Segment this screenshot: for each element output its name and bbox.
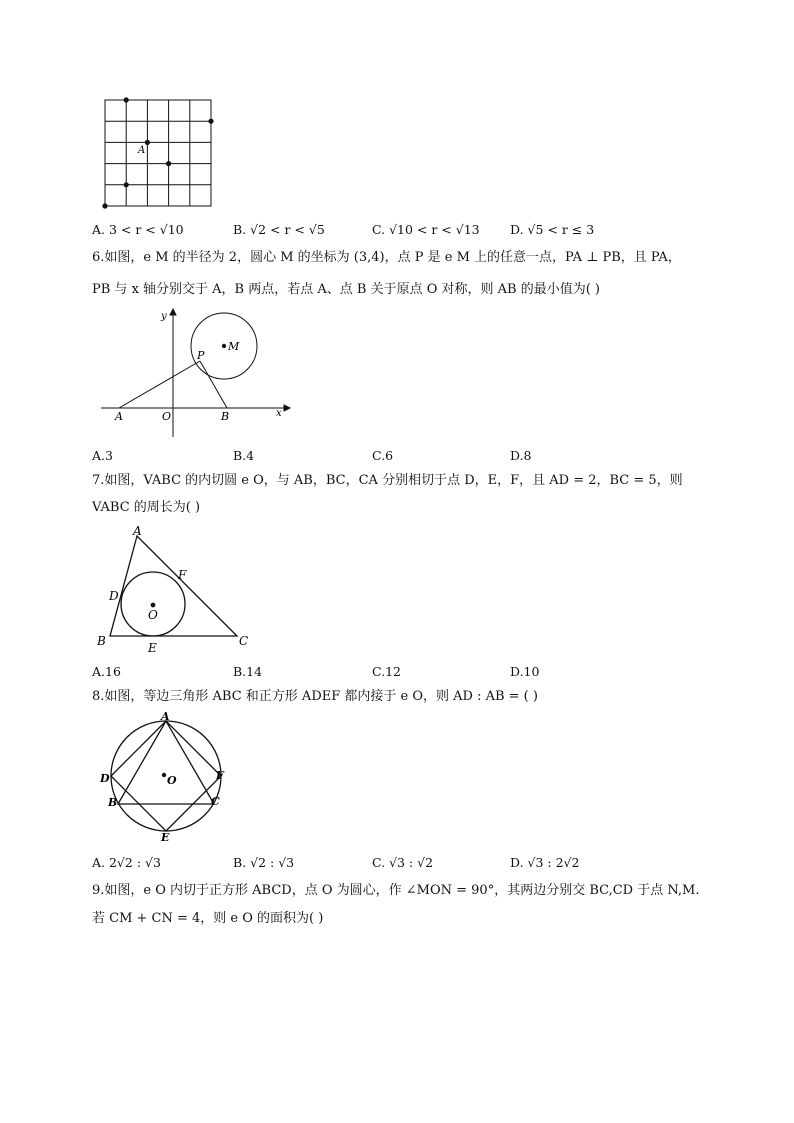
- grid-point: [166, 161, 171, 166]
- grid-point: [102, 203, 107, 208]
- label-y: y: [161, 311, 167, 322]
- label-a: A: [161, 710, 170, 723]
- q7-option-b: B.14: [233, 664, 263, 679]
- segment-pa: [119, 361, 200, 408]
- q6-option-d: D.8: [510, 448, 532, 463]
- label-b: B: [97, 634, 106, 648]
- label-b: B: [108, 796, 118, 809]
- q7-figure: [92, 522, 262, 658]
- q5-option-c: C. √10 < r < √13: [372, 222, 480, 237]
- q9-text-line2: 若 CM + CN = 4，则 e O 的面积为( ): [92, 911, 324, 926]
- grid-lines: [105, 100, 211, 206]
- q7-option-d: D.10: [510, 664, 540, 679]
- q7-option-a: A.16: [92, 664, 121, 679]
- grid-point: [208, 119, 213, 124]
- label-d: D: [109, 589, 119, 603]
- label-c: C: [211, 795, 220, 808]
- label-f: F: [178, 568, 187, 582]
- triangle-abc: [118, 721, 214, 804]
- q8-option-d: D. √3 : 2√2: [510, 855, 580, 870]
- triangle-abc: [110, 536, 237, 636]
- q8-option-b: B. √2 : √3: [233, 855, 295, 870]
- grid-point: [124, 97, 129, 102]
- point-m: [222, 344, 226, 348]
- q8-text-line1: 8.如图，等边三角形 ABC 和正方形 ADEF 都内接于 e O，则 AD : AB = ( ): [92, 689, 538, 704]
- q7-option-c: C.12: [372, 664, 401, 679]
- label-m: M: [228, 340, 240, 353]
- q8-option-c: C. √3 : √2: [372, 855, 434, 870]
- label-p: P: [197, 349, 205, 362]
- label-b: B: [221, 410, 230, 423]
- segment-pb: [200, 361, 227, 408]
- label-f: F: [216, 769, 224, 782]
- q6-option-a: A.3: [92, 448, 113, 463]
- y-axis-arrow: [170, 309, 176, 315]
- label-e: E: [148, 641, 157, 655]
- q6-text-line1: 6.如图，e M 的半径为 2，圆心 M 的坐标为 (3,4)，点 P 是 e M 上的任意一点，PA ⊥ PB，且 PA，: [92, 250, 681, 265]
- grid-point-a: [145, 140, 150, 145]
- label-o: O: [167, 774, 177, 787]
- q6-text-line2: PB 与 x 轴分别交于 A，B 两点，若点 A、点 B 关于原点 O 对称，则 AB 的最小值为( ): [92, 282, 600, 297]
- q8-option-a: A. 2√2 : √3: [92, 855, 161, 870]
- label-c: C: [239, 634, 249, 648]
- label-a: A: [133, 524, 142, 538]
- label-a: A: [115, 410, 123, 423]
- label-e: E: [161, 831, 170, 842]
- q6-option-c: C.6: [372, 448, 394, 463]
- label-x: x: [276, 408, 282, 419]
- q6-figure: [96, 306, 292, 442]
- point-o: [151, 603, 156, 608]
- circle-o: [111, 721, 221, 831]
- x-axis-arrow: [284, 405, 290, 411]
- q7-text-line1: 7.如图，VABC 的内切圆 e O，与 AB，BC，CA 分别相切于点 D，E，F，且 AD = 2，BC = 5，则: [92, 473, 683, 488]
- q6-option-b: B.4: [233, 448, 255, 463]
- q8-figure: [96, 708, 232, 842]
- point-o: [162, 773, 166, 777]
- q5-option-a: A. 3 < r < √10: [92, 222, 184, 237]
- label-o: O: [148, 608, 158, 622]
- grid-label-a: A: [138, 145, 146, 156]
- q7-text-line2: VABC 的周长为( ): [92, 500, 201, 515]
- grid-figure: [100, 96, 216, 210]
- q5-option-b: B. √2 < r < √5: [233, 222, 325, 237]
- q9-text-line1: 9.如图，e O 内切于正方形 ABCD，点 O 为圆心，作 ∠MON = 90°，其两边分别交 BC,CD 于点 N,M.: [92, 883, 700, 898]
- grid-point: [124, 182, 129, 187]
- label-o: O: [162, 410, 172, 423]
- q5-option-d: D. √5 < r ≤ 3: [510, 222, 595, 237]
- label-d: D: [100, 772, 110, 785]
